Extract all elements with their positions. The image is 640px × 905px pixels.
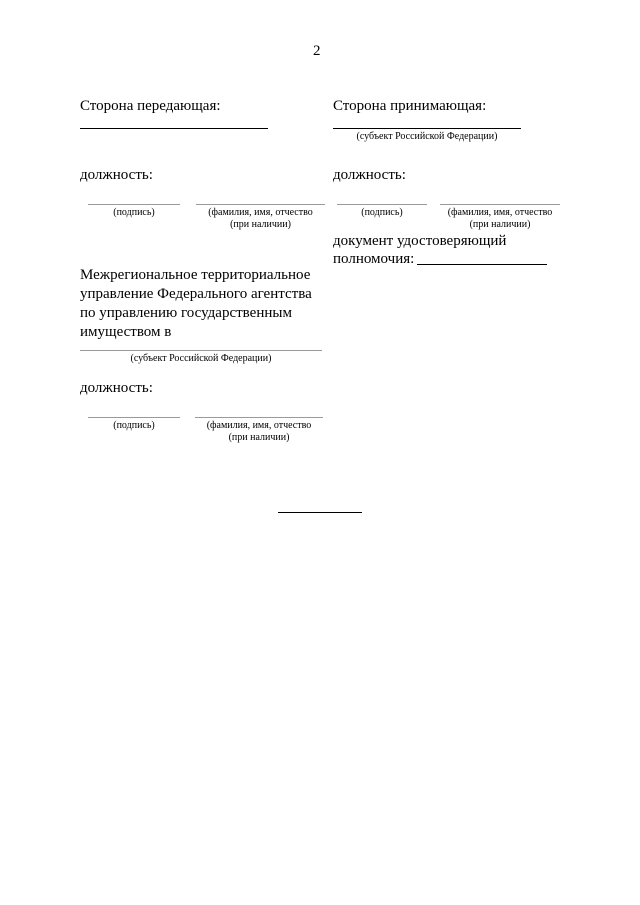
receiving-party-heading: Сторона принимающая: — [333, 98, 487, 114]
receiving-signature-caption: (подпись) — [361, 207, 403, 218]
end-separator-line — [278, 512, 362, 513]
receiving-fio-caption-line2: (при наличии) — [469, 219, 531, 230]
receiving-fio-caption-line1: (фамилия, имя, отчество — [447, 207, 553, 218]
agency-name-line1: Межрегиональное территориальное — [80, 267, 311, 283]
agency-name-line3: по управлению государственным — [80, 305, 292, 321]
agency-fio-caption-line2: (при наличии) — [228, 432, 290, 443]
transferring-party-heading: Сторона передающая: — [80, 98, 221, 114]
transferring-fio-caption-line2: (при наличии) — [230, 219, 291, 230]
agency-signature-line — [88, 417, 180, 418]
agency-fio-caption-line1: (фамилия, имя, отчество — [206, 420, 312, 431]
transferring-party-name-line — [80, 128, 268, 129]
receiving-fio-line — [440, 204, 560, 205]
agency-signature-caption: (подпись) — [113, 420, 155, 431]
agency-subject-line — [80, 350, 322, 351]
receiving-position-label: должность: — [333, 167, 406, 183]
agency-fio-caption — [195, 420, 323, 444]
agency-name-line4: имуществом в — [80, 324, 172, 340]
receiving-fio-caption — [440, 207, 560, 231]
agency-name — [80, 266, 330, 342]
authority-document-label-line1: документ удостоверяющий — [333, 233, 507, 249]
transferring-fio-caption-line1: (фамилия, имя, отчество — [208, 207, 313, 218]
agency-name-line2: управление Федерального агентства — [80, 286, 312, 302]
transferring-fio-caption — [196, 207, 325, 231]
transferring-signature-caption: (подпись) — [113, 207, 155, 218]
authority-document-line — [417, 264, 547, 265]
authority-document-label-line2: полномочия: — [333, 251, 415, 267]
agency-subject-caption: (субъект Российской Федерации) — [130, 353, 272, 364]
agency-fio-line — [195, 417, 323, 418]
transferring-fio-line — [196, 204, 325, 205]
agency-position-label: должность: — [80, 380, 153, 396]
receiving-signature-line — [337, 204, 427, 205]
receiving-subject-caption: (субъект Российской Федерации) — [356, 131, 498, 142]
transferring-signature-line — [88, 204, 180, 205]
transferring-position-label: должность: — [80, 167, 153, 183]
page-number: 2 — [313, 43, 321, 59]
receiving-subject-line — [333, 128, 521, 129]
